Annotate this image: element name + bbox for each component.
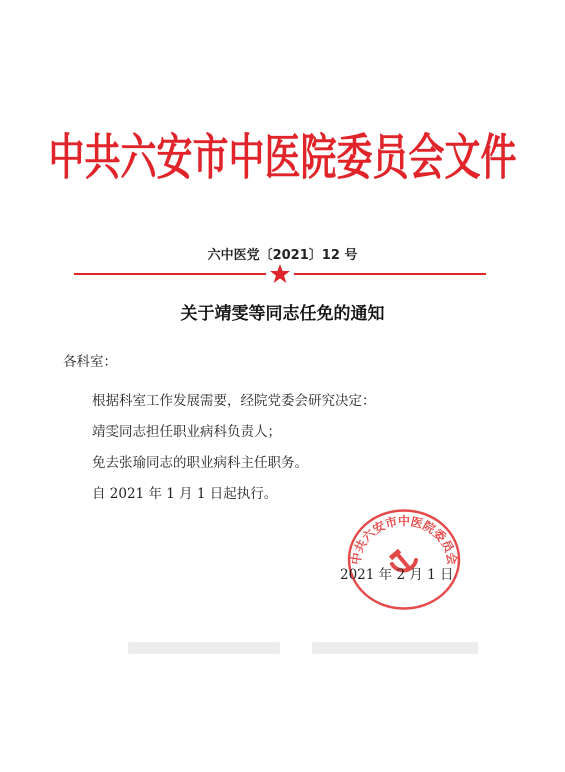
red-star-icon — [270, 264, 290, 283]
body-line: 免去张瑜同志的职业病科主任职务。 — [92, 455, 308, 471]
issue-date: 2021 年 2 月 1 日 — [340, 567, 454, 583]
body-line: 自 2021 年 1 月 1 日起执行。 — [92, 486, 278, 502]
body-line: 根据科室工作发展需要，经院党委会研究决定： — [92, 393, 376, 409]
official-seal — [345, 507, 463, 612]
org-header-title: 中共六安市中医院委员会文件 — [48, 129, 517, 187]
bleed-through-mark — [128, 642, 280, 654]
seal-text: 中共六安市中医院委员会 — [348, 514, 460, 566]
salutation: 各科室： — [63, 354, 117, 370]
document-title: 关于靖雯等同志任免的通知 — [180, 304, 385, 324]
header-divider — [74, 263, 486, 285]
bleed-through-mark — [312, 642, 478, 654]
body-line: 靖雯同志担任职业病科负责人； — [92, 424, 281, 440]
svg-text:中共六安市中医院委员会 — [348, 513, 461, 566]
document-number: 六中医党〔2021〕12 号 — [207, 248, 358, 263]
